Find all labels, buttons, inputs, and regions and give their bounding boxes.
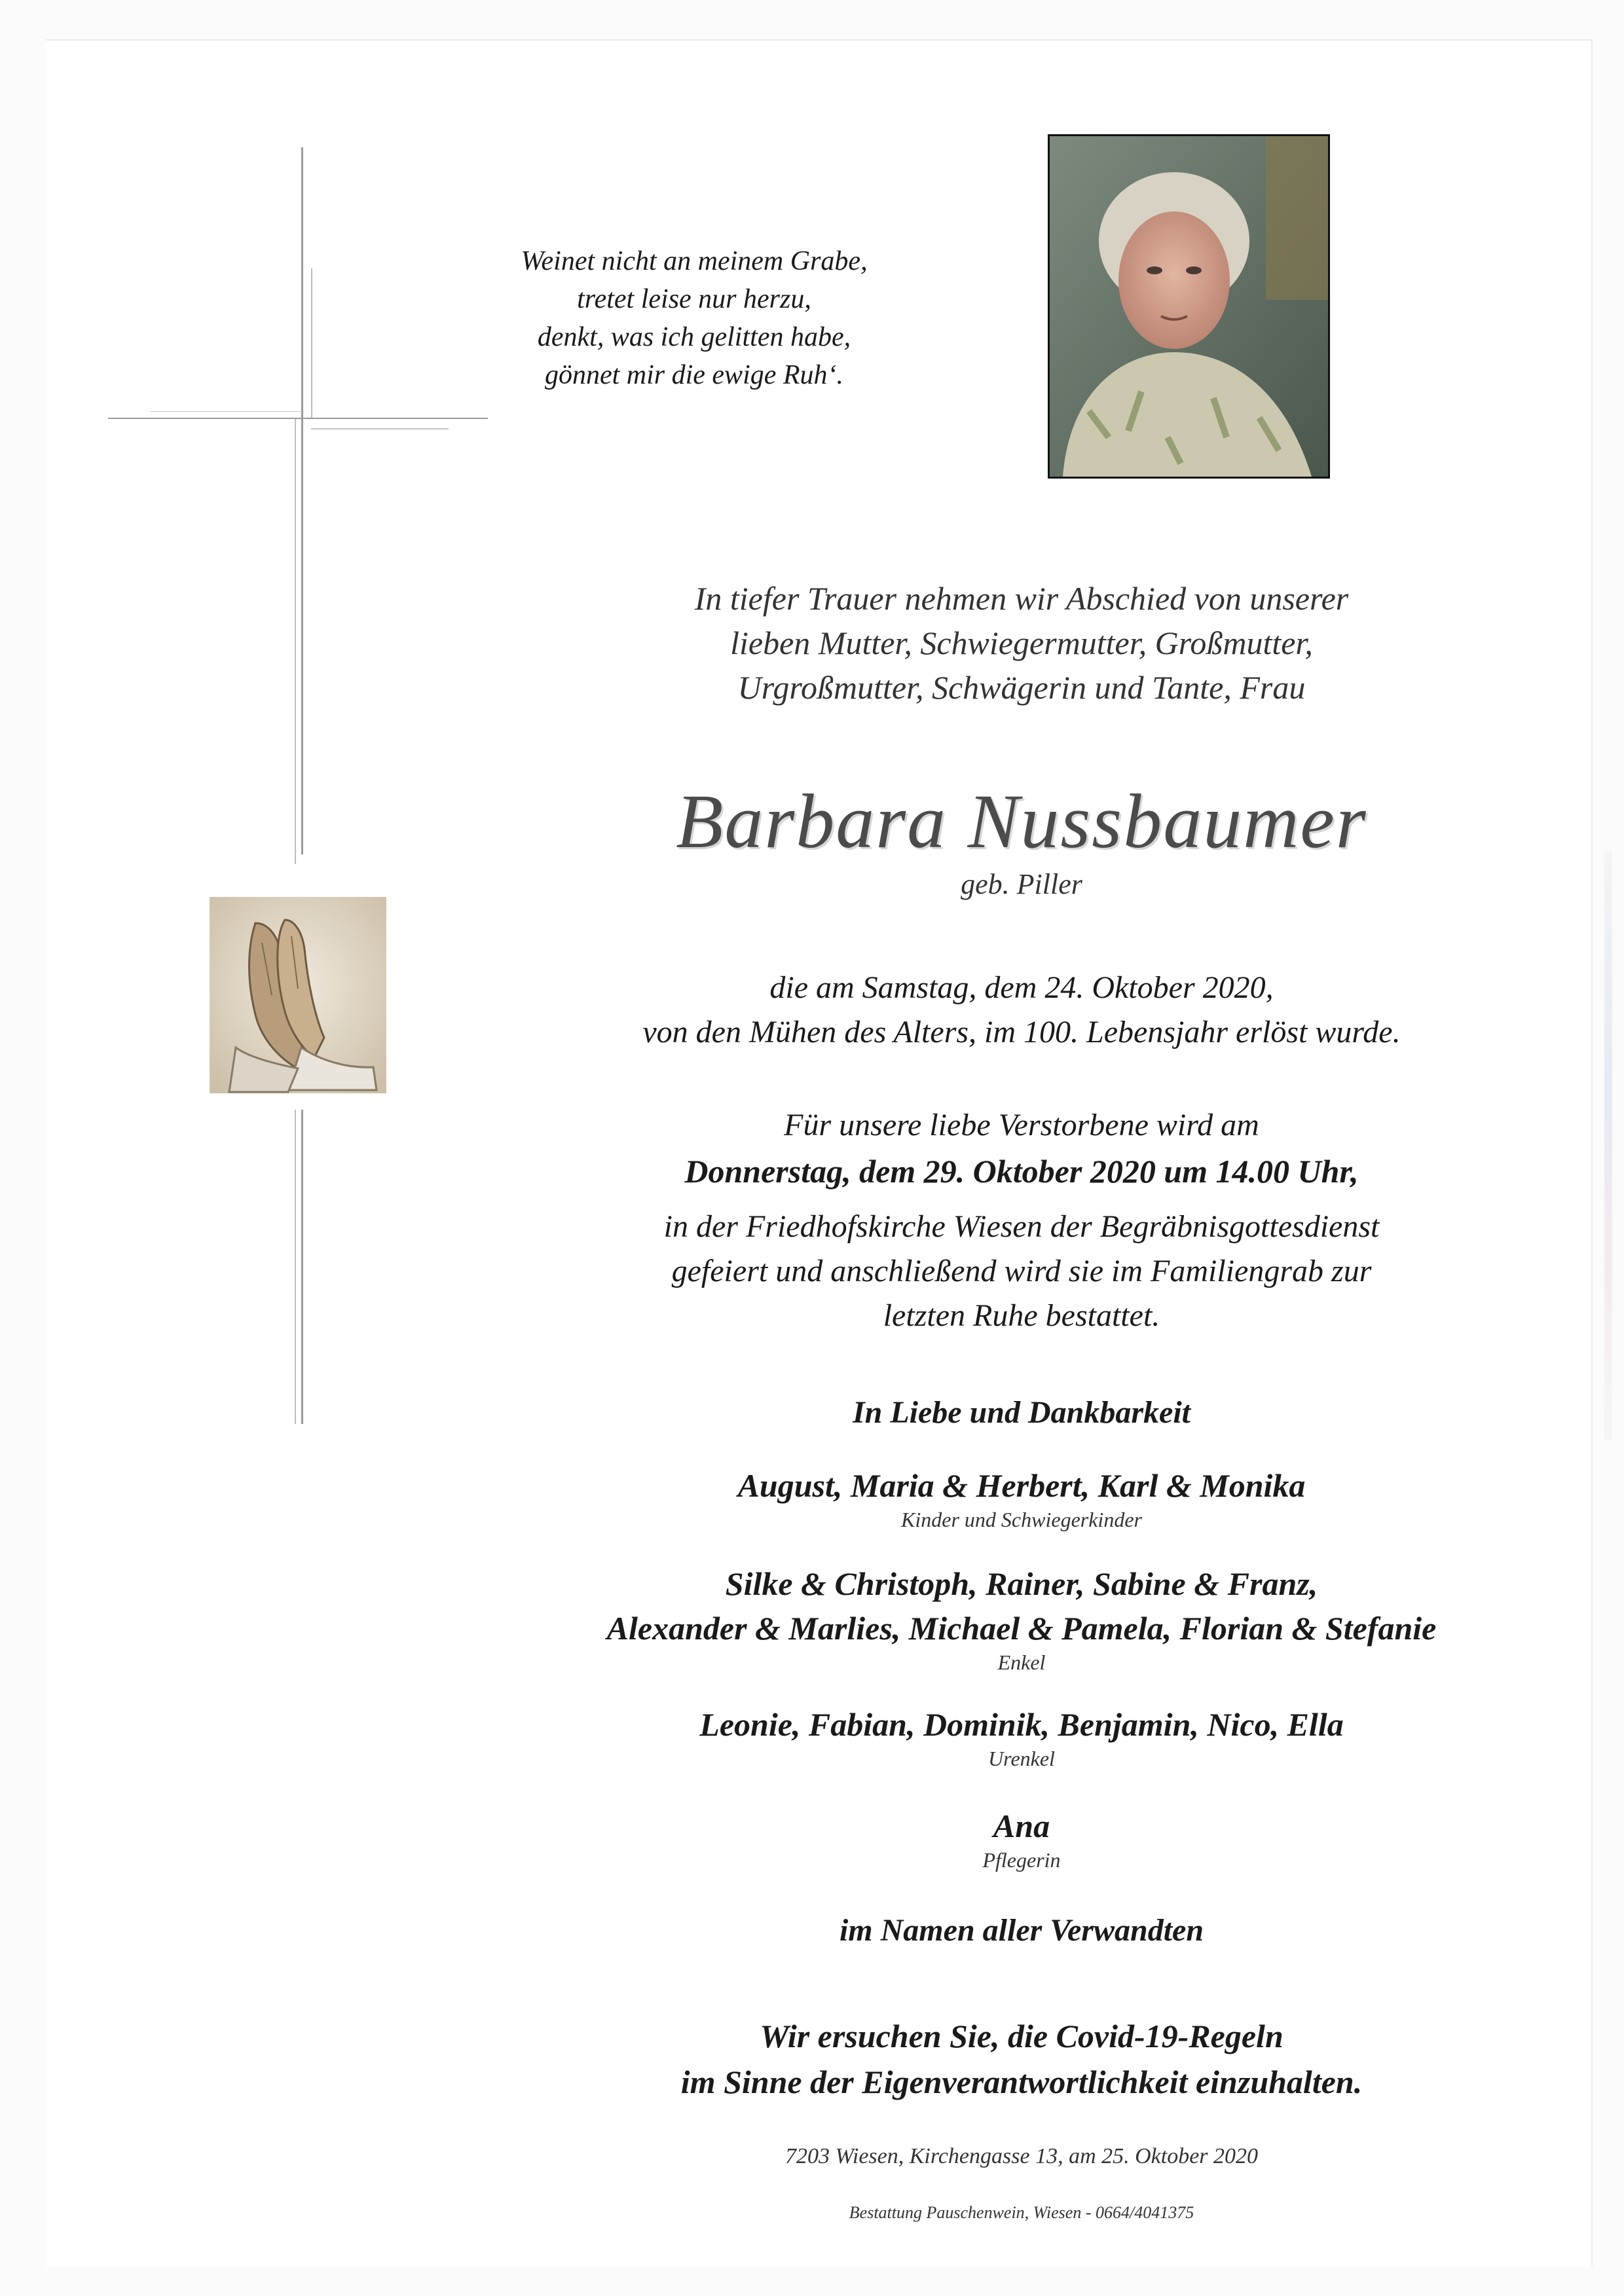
mourner-role: Pflegerin: [982, 1848, 1061, 1872]
deceased-name: Barbara Nussbaumer: [676, 778, 1367, 864]
mourner-names: Ana: [993, 1808, 1050, 1844]
mourner-group: [498, 1702, 1545, 1771]
covid-line: Wir ersuchen Sie, die Covid-19-Regeln: [760, 2018, 1283, 2054]
death-line: die am Samstag, dem 24. Oktober 2020,: [769, 970, 1274, 1005]
intro-line: lieben Mutter, Schwiegermutter, Großmutter,: [730, 625, 1313, 661]
service-line: letzten Ruhe bestattet.: [883, 1298, 1160, 1333]
intro-text: [498, 576, 1545, 710]
mourner-names: August, Maria & Herbert, Karl & Monika: [737, 1467, 1306, 1504]
poem-line: denkt, was ich gelitten habe,: [537, 322, 851, 352]
death-line: von den Mühen des Alters, im 100. Lebensjahr erlöst wurde.: [642, 1015, 1401, 1049]
intro-line: In tiefer Trauer nehmen wir Abschied von unserer: [694, 580, 1349, 617]
mourner-names: Leonie, Fabian, Dominik, Benjamin, Nico, Ella: [699, 1706, 1344, 1743]
closing-line: im Namen aller Verwandten: [839, 1913, 1204, 1948]
mourners-heading: In Liebe und Dankbarkeit: [852, 1395, 1191, 1430]
poem-line: tretet leise nur herzu,: [577, 284, 811, 314]
portrait-photo: [1048, 134, 1330, 479]
covid-line: im Sinne der Eigenverantwortlichkeit einzuhalten.: [680, 2064, 1363, 2100]
poem-line: Weinet nicht an meinem Grabe,: [521, 246, 868, 276]
service-line: in der Friedhofskirche Wiesen der Begräbnisgottesdienst: [663, 1209, 1380, 1244]
covid-notice: [498, 2013, 1545, 2105]
scan-edge: [1604, 851, 1612, 1440]
praying-hands-icon: [210, 897, 386, 1093]
poem-line: gönnet mir die ewige Ruh‘.: [544, 360, 844, 390]
place-date: 7203 Wiesen, Kirchengasse 13, am 25. Oktober 2020: [784, 2144, 1259, 2168]
mourner-role: Urenkel: [988, 1747, 1055, 1770]
poem: [498, 242, 891, 394]
service-text: [498, 1205, 1545, 1338]
mourner-names: Silke & Christoph, Rainer, Sabine & Franz,: [725, 1565, 1318, 1602]
mourner-group: [498, 1561, 1545, 1675]
service-intro: Für unsere liebe Verstorbene wird am: [784, 1108, 1259, 1142]
mourner-names: Alexander & Marlies, Michael & Pamela, Florian & Stefanie: [606, 1610, 1437, 1647]
mourner-group: [498, 1463, 1545, 1532]
service-line: gefeiert und anschließend wird sie im Familiengrab zur: [671, 1254, 1372, 1288]
mourner-role: Enkel: [997, 1650, 1046, 1674]
mourner-role: Kinder und Schwiegerkinder: [901, 1508, 1142, 1531]
maiden-name: geb. Piller: [961, 868, 1082, 900]
mourner-group: [498, 1804, 1545, 1872]
death-notice: [498, 966, 1545, 1055]
undertaker: Bestattung Pauschenwein, Wiesen - 0664/4041375: [849, 2203, 1194, 2222]
service-date: Donnerstag, dem 29. Oktober 2020 um 14.00 Uhr,: [684, 1153, 1359, 1190]
intro-line: Urgroßmutter, Schwägerin und Tante, Frau: [737, 669, 1306, 706]
